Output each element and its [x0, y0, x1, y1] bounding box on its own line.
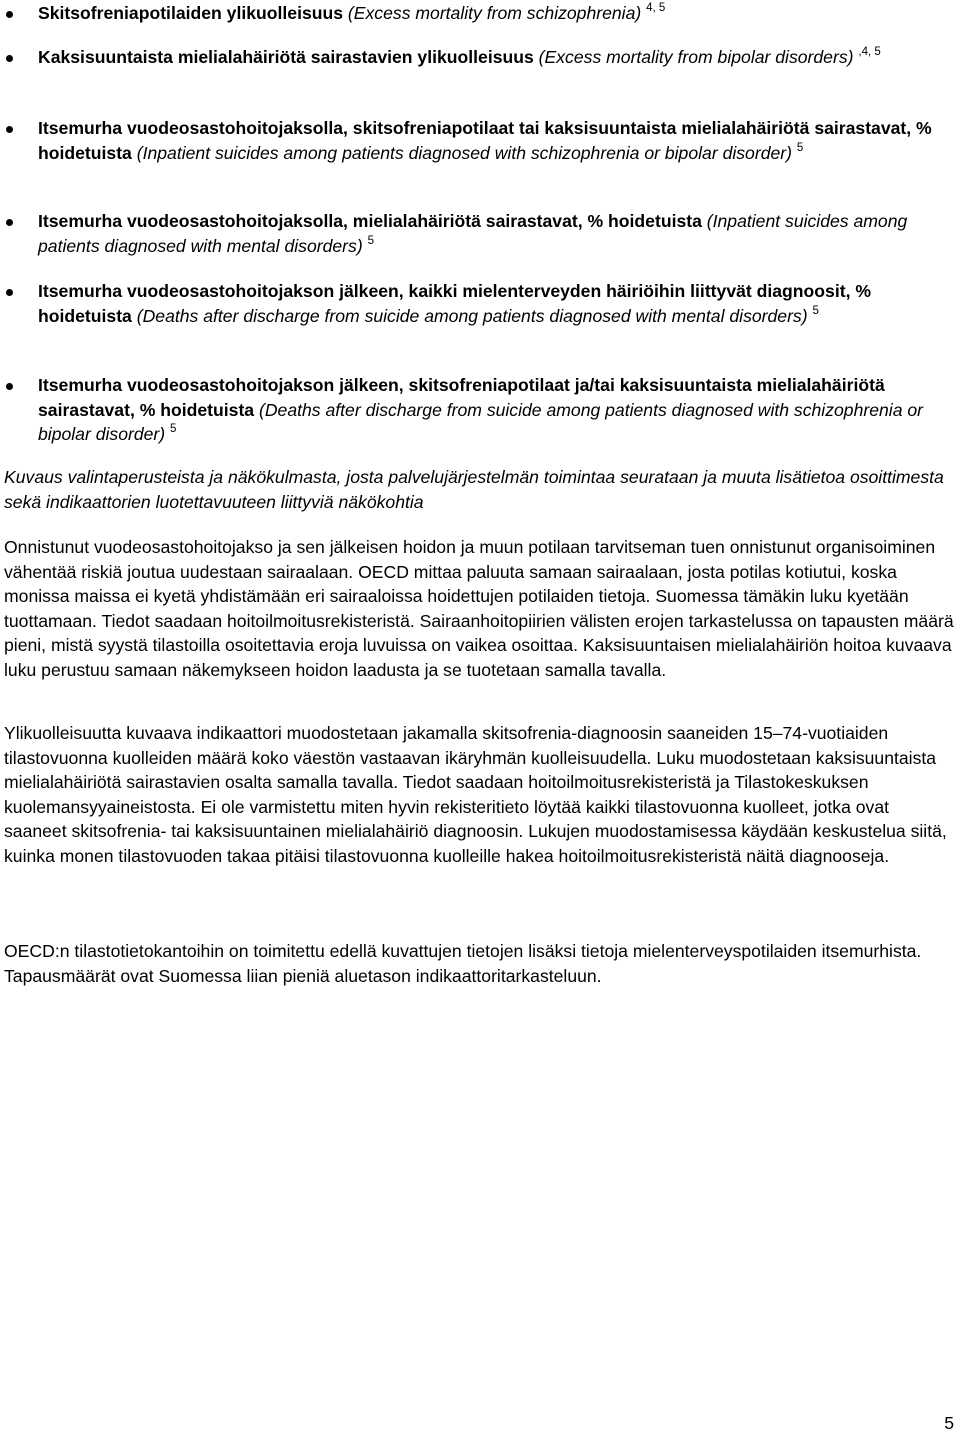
list-item	[38, 1, 956, 26]
bullet-icon	[6, 219, 13, 226]
bullet-icon	[6, 289, 13, 296]
footnote-ref: ,4, 5	[858, 46, 881, 59]
body-paragraph: OECD:n tilastotietokantoihin on toimitettu edellä kuvattujen tietojen lisäksi tietoja mielenterveyspotilaiden itsemurhista. Tapausmäärät ovat Suomessa liian pieniä aluetason indikaattoritarkasteluun.	[4, 941, 922, 986]
indicator-english: (Inpatient suicides among patients diagnosed with schizophrenia or bipolar disorder)	[131, 142, 792, 163]
footnote-ref: 5	[367, 234, 374, 247]
body-paragraph: Onnistunut vuodeosastohoitojakso ja sen jälkeisen hoidon ja muun potilaan tarvitseman tuen onnistunut organisoiminen vähentää riskiä joutua uudestaan sairaalaan. OECD mittaa paluuta samaan sairaalaan, josta potilas kotiutui, koska monissa maissa ei kyetä yhdistämään eri sairaaloissa hoidettujen potilaiden tietoja. Suomessa tämäkin luku kyetään tuottamaan. Tiedot saadaan hoitoilmoitusrekisteristä. Sairaanhoitopiirien välisten erojen tarkastelussa on tapausten määrä pieni, mistä syystä tilastoilla osoitettavia eroja luvuissa on vaikea osoittaa. Kaksisuuntaisen mielialahäiriön hoitoa kuvaava luku perustuu samaan näkemykseen hoidon laadusta ja se tuotetaan samalla tavalla.	[4, 537, 954, 680]
footnote-ref: 5	[812, 304, 819, 317]
footnote-ref: 4, 5	[646, 2, 666, 15]
indicator-english: (Excess mortality from bipolar disorders)	[533, 47, 854, 67]
footnote-ref: 5	[170, 423, 177, 436]
indicator-english: (Inpatient suicides among patients diagnosed with mental disorders)	[38, 211, 908, 256]
indicator-title: Itsemurha vuodeosastohoitojaksolla, skitsofreniapotilaat tai kaksisuuntaista mielialahäiriötä sairastavat, % hoidetuista	[38, 118, 932, 163]
indicator-english: (Excess mortality from schizophrenia)	[343, 3, 642, 23]
section-heading: Kuvaus valintaperusteista ja näkökulmasta, josta palvelujärjestelmän toimintaa seurataan ja muuta lisätietoa osoittimesta sekä indikaattorien luotettavuuteen liittyviä näkökohtia	[4, 467, 944, 512]
list-item	[38, 116, 956, 165]
body-paragraph: Ylikuolleisuutta kuvaava indikaattori muodostetaan jakamalla skitsofrenia-diagnoosin saaneiden 15–74-vuotiaiden tilastovuonna kuolleiden määrä koko väestön vastaavan ikäryhmän kuolleisuudella. Luku muodostetaan kaksisuuntaista mielialahäiriötä sairastavien osalta samalla tavalla. Tiedot saadaan hoitoilmoitusrekisteristä ja Tilastokeskuksen kuolemansyyaineistosta. Ei ole varmistettu miten hyvin rekisteritieto löytää kaikki tilastovuonna kuolleet, jotka ovat saaneet skitsofrenia- tai kaksisuuntainen mielialahäiriö diagnoosin. Lukujen muodostamisessa käydään keskustelua siitä, kuinka monen tilastovuoden takaa pitäisi tilastovuonna kuolleille hakea hoitoilmoitusrekisteristä näitä diagnooseja.	[4, 723, 947, 866]
indicator-title: Kaksisuuntaista mielialahäiriötä sairastavien ylikuolleisuus	[38, 47, 534, 67]
list-item	[38, 279, 956, 328]
indicator-title: Itsemurha vuodeosastohoitojakson jälkeen, kaikki mielenterveyden häiriöihin liittyvät diagnoosit, % hoidetuista	[38, 281, 871, 326]
indicator-title: Itsemurha vuodeosastohoitojakson jälkeen, skitsofreniapotilaat ja/tai kaksisuuntaista mielialahäiriötä sairastavat, % hoidetuista	[38, 375, 885, 420]
list-item	[38, 209, 956, 258]
indicator-title: Skitsofreniapotilaiden ylikuolleisuus	[38, 3, 344, 23]
indicator-title: Itsemurha vuodeosastohoitojaksolla, mielialahäiriötä sairastavat, % hoidetuista	[38, 211, 702, 231]
footnote-ref: 5	[796, 141, 804, 154]
bullet-icon	[6, 383, 13, 390]
list-item	[38, 45, 956, 70]
bullet-icon	[6, 126, 13, 133]
indicator-english: (Deaths after discharge from suicide among patients diagnosed with mental disorders)	[131, 305, 808, 326]
page-number: 5	[944, 1413, 954, 1433]
indicator-english: (Deaths after discharge from suicide among patients diagnosed with schizophrenia or bipolar disorder)	[38, 399, 924, 444]
list-item	[38, 373, 956, 447]
bullet-icon	[6, 11, 13, 18]
bullet-icon	[6, 55, 13, 62]
